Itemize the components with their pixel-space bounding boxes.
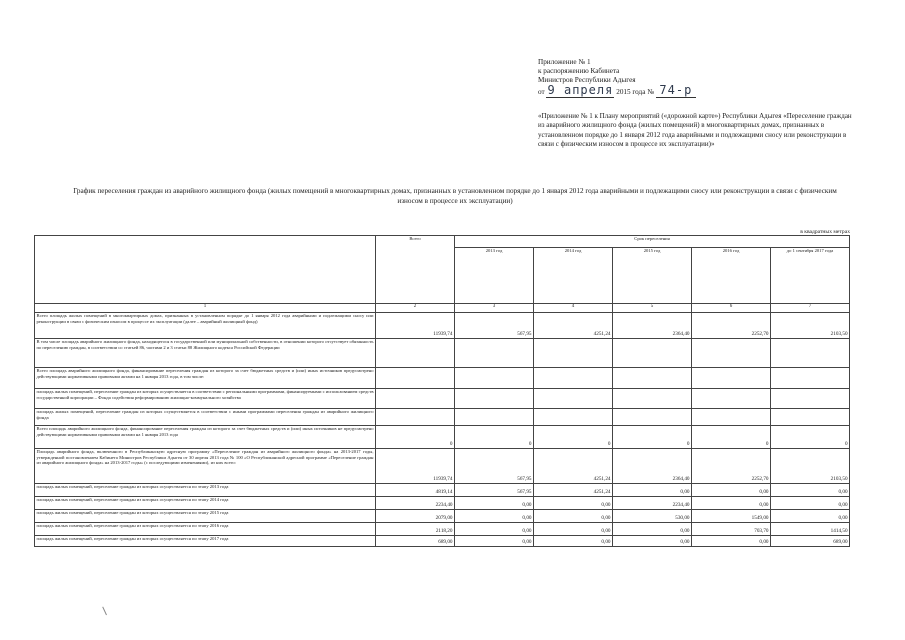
row-value: 2103,50	[771, 449, 850, 484]
row-value: 0,00	[771, 510, 850, 523]
row-value	[613, 368, 692, 389]
row-value: 4819,14	[376, 484, 455, 497]
row-value	[376, 368, 455, 389]
row-value: 0,00	[534, 536, 613, 547]
header-total: Всего	[376, 236, 455, 304]
row-value: 0	[376, 426, 455, 449]
stray-pen-mark	[102, 606, 109, 615]
table-row	[35, 523, 850, 536]
row-value: 4251,24	[534, 449, 613, 484]
row-value: 0,00	[771, 484, 850, 497]
row-value: 0	[613, 426, 692, 449]
row-value: 0,00	[455, 523, 534, 536]
row-value: 0,00	[613, 536, 692, 547]
row-value: 530,00	[613, 510, 692, 523]
table-row	[35, 409, 850, 426]
document-title: График переселения граждан из аварийного жилищного фонда (жилых помещений в многоквартирных домах, признанных в установленном порядке до 1 января 2012 года аварийными и подлежащими сносу или реконструкции в связи с физическим износом в процессе их эксплуатации)	[73, 187, 837, 205]
quoted-appendix: «Приложение № 1 к Плану мероприятий («дорожной карте») Республики Адыгея «Переселение граждан из аварийного жилищного фонда (жилых помещений) в многоквартирных домах, признанных в установленном порядке до 1 января 2012 года аварийными и подлежащими сносу или реконструкции в связи с физическим износом в процессе их эксплуатации)»	[538, 112, 852, 149]
row-value	[534, 389, 613, 409]
row-value	[534, 409, 613, 426]
table-row	[35, 339, 850, 368]
colnum-7: 7	[771, 304, 850, 313]
row-value	[613, 339, 692, 368]
table-row	[35, 510, 850, 523]
header-year-2013: 2013 год	[455, 248, 534, 304]
appendix-line-3: Министров Республики Адыгея	[538, 76, 636, 85]
row-value: 0,00	[455, 536, 534, 547]
row-label: площадь жилых помещений, переселение граждан из которых осуществляется по этапу 2016 года	[35, 523, 376, 536]
row-label: площадь жилых помещений, переселение граждан из которых осуществляется по этапу 2014 года	[35, 497, 376, 510]
row-value: 0,00	[692, 497, 771, 510]
row-value: 0	[692, 426, 771, 449]
row-label: площадь жилых помещений, переселение граждан из которых осуществляется по этапу 2017 года	[35, 536, 376, 547]
row-label: площадь жилых помещений, переселение граждан из которых осуществляется в соответствии с региональными программами, финансируемыми с использованием средств государственной корпорации – Фонда содействия реформированию жилищно-коммунального хозяйства	[35, 389, 376, 409]
colnum-2: 2	[376, 304, 455, 313]
row-label: Всего площадь аварийного жилищного фонда, финансирование переселения граждан из которого за счет бюджетных средств и (или) иных источников не предусмотрено действующими нормативными правовыми актами на 1 января 2013 года	[35, 426, 376, 449]
table-row	[35, 497, 850, 510]
colnum-6: 6	[692, 304, 771, 313]
row-value: 2364,40	[613, 449, 692, 484]
handwritten-number: 74-р	[656, 86, 696, 98]
row-value	[692, 368, 771, 389]
row-value: 567,95	[455, 484, 534, 497]
row-value: 1549,00	[692, 510, 771, 523]
row-label: площадь жилых помещений, переселение граждан из которых осуществляется по этапу 2013 года	[35, 484, 376, 497]
row-value	[692, 339, 771, 368]
row-value: 703,70	[692, 523, 771, 536]
row-value	[455, 409, 534, 426]
row-label: площадь жилых помещений, переселение граждан из которых осуществляется по этапу 2015 года	[35, 510, 376, 523]
row-value: 4251,24	[534, 313, 613, 339]
handwritten-date: 9 апреля	[547, 82, 614, 97]
row-value: 0,00	[455, 497, 534, 510]
row-value: 0	[534, 426, 613, 449]
row-value: 0,00	[534, 497, 613, 510]
table-row	[35, 449, 850, 484]
appendix-header	[538, 58, 858, 98]
row-value: 0	[455, 426, 534, 449]
row-value	[534, 339, 613, 368]
row-value: 2234,40	[613, 497, 692, 510]
header-year-2017: до 1 сентября 2017 года	[771, 248, 850, 304]
table-row	[35, 368, 850, 389]
row-value: 567,95	[455, 449, 534, 484]
colnum-4: 4	[534, 304, 613, 313]
row-value	[455, 389, 534, 409]
row-value: 2252,70	[692, 313, 771, 339]
colnum-3: 3	[455, 304, 534, 313]
row-value	[771, 389, 850, 409]
appendix-line-1: Приложение № 1	[538, 58, 591, 66]
row-value: 0,00	[613, 523, 692, 536]
row-value: 0,00	[613, 484, 692, 497]
row-value: 0,00	[771, 497, 850, 510]
header-year-2015: 2015 год	[613, 248, 692, 304]
date-prefix: от	[538, 87, 545, 96]
header-group: Срок переселения	[455, 236, 850, 248]
header-year-2014: 2014 год	[534, 248, 613, 304]
row-value: 0,00	[455, 510, 534, 523]
appendix-line-2: к распоряжению Кабинета	[538, 67, 620, 76]
row-value: 689,00	[771, 536, 850, 547]
row-value: 11939,74	[376, 449, 455, 484]
row-value	[771, 339, 850, 368]
colnum-1: 1	[35, 304, 376, 313]
row-value	[376, 389, 455, 409]
row-label: Площадь аварийного фонда, включенного в Республиканскую адресную программу «Переселение граждан из аварийного жилищного фонда» на 2013-2017 годы, утвержденной постановлением Кабинета Министров Республики Адыгея от 30 апреля 2013 года № 100 «О Республиканской адресной программе «Переселение граждан из аварийного жилищного фонда» на 2013-2017 годы» (с последующими изменениями), из них всего:	[35, 449, 376, 484]
row-value	[692, 389, 771, 409]
row-value	[534, 368, 613, 389]
table-row	[35, 426, 850, 449]
row-value: 0,00	[534, 510, 613, 523]
date-middle: 2015 года №	[616, 87, 655, 96]
table-row	[35, 389, 850, 409]
appendix-date-line	[538, 82, 858, 98]
row-value	[613, 389, 692, 409]
header-year-2016: 2016 год	[692, 248, 771, 304]
table-row	[35, 313, 850, 339]
row-label: В том числе площадь аварийного жилищного фонда, находящегося в государственной или муниципальной собственности, в отношении которого отсутствует обязанность по переселению граждан, в соответствии со статьей 86, частями 2 и 3 статьи 88 Жилищного кодекса Российской Федерации	[35, 339, 376, 368]
row-value: 0	[771, 426, 850, 449]
row-value: 1414,50	[771, 523, 850, 536]
header-row-top	[35, 236, 850, 248]
row-value	[455, 368, 534, 389]
row-value	[771, 409, 850, 426]
row-value: 2364,40	[613, 313, 692, 339]
row-value	[613, 409, 692, 426]
row-value	[692, 409, 771, 426]
row-label: площадь жилых помещений, переселение граждан из которых осуществляется в соответствии с иными программами переселения граждан из аварийного жилищного фонда	[35, 409, 376, 426]
row-value: 2118,20	[376, 523, 455, 536]
row-value	[771, 368, 850, 389]
resettlement-table	[34, 235, 850, 547]
table-row	[35, 536, 850, 547]
row-value	[376, 409, 455, 426]
row-value: 0,00	[534, 523, 613, 536]
table-row	[35, 484, 850, 497]
row-value	[455, 339, 534, 368]
row-value	[376, 339, 455, 368]
row-value: 2079,00	[376, 510, 455, 523]
column-number-row	[35, 304, 850, 313]
colnum-5: 5	[613, 304, 692, 313]
header-label-cell	[35, 236, 376, 304]
row-label: Всего площадь жилых помещений в многоквартирных домах, признанных в установленном порядке до 1 января 2012 года аварийными и подлежащими сносу или реконструкции в связи с физическим износом в процессе их эксплуатации (далее – аварийный жилищный фонд)	[35, 313, 376, 339]
row-value: 11939,74	[376, 313, 455, 339]
row-value: 689,00	[376, 536, 455, 547]
row-value: 4251,24	[534, 484, 613, 497]
row-value: 2252,70	[692, 449, 771, 484]
row-label: Всего площадь аварийного жилищного фонда, финансирование переселения граждан из которого за счет бюджетных средств и (или) иных источников предусмотрено действующими нормативными правовыми актами на 1 января 2013 года, в том числе:	[35, 368, 376, 389]
row-value: 2103,50	[771, 313, 850, 339]
row-value: 567,95	[455, 313, 534, 339]
row-value: 0,00	[692, 536, 771, 547]
units-note: в квадратных метрах	[800, 229, 850, 235]
row-value: 2234,40	[376, 497, 455, 510]
row-value: 0,00	[692, 484, 771, 497]
